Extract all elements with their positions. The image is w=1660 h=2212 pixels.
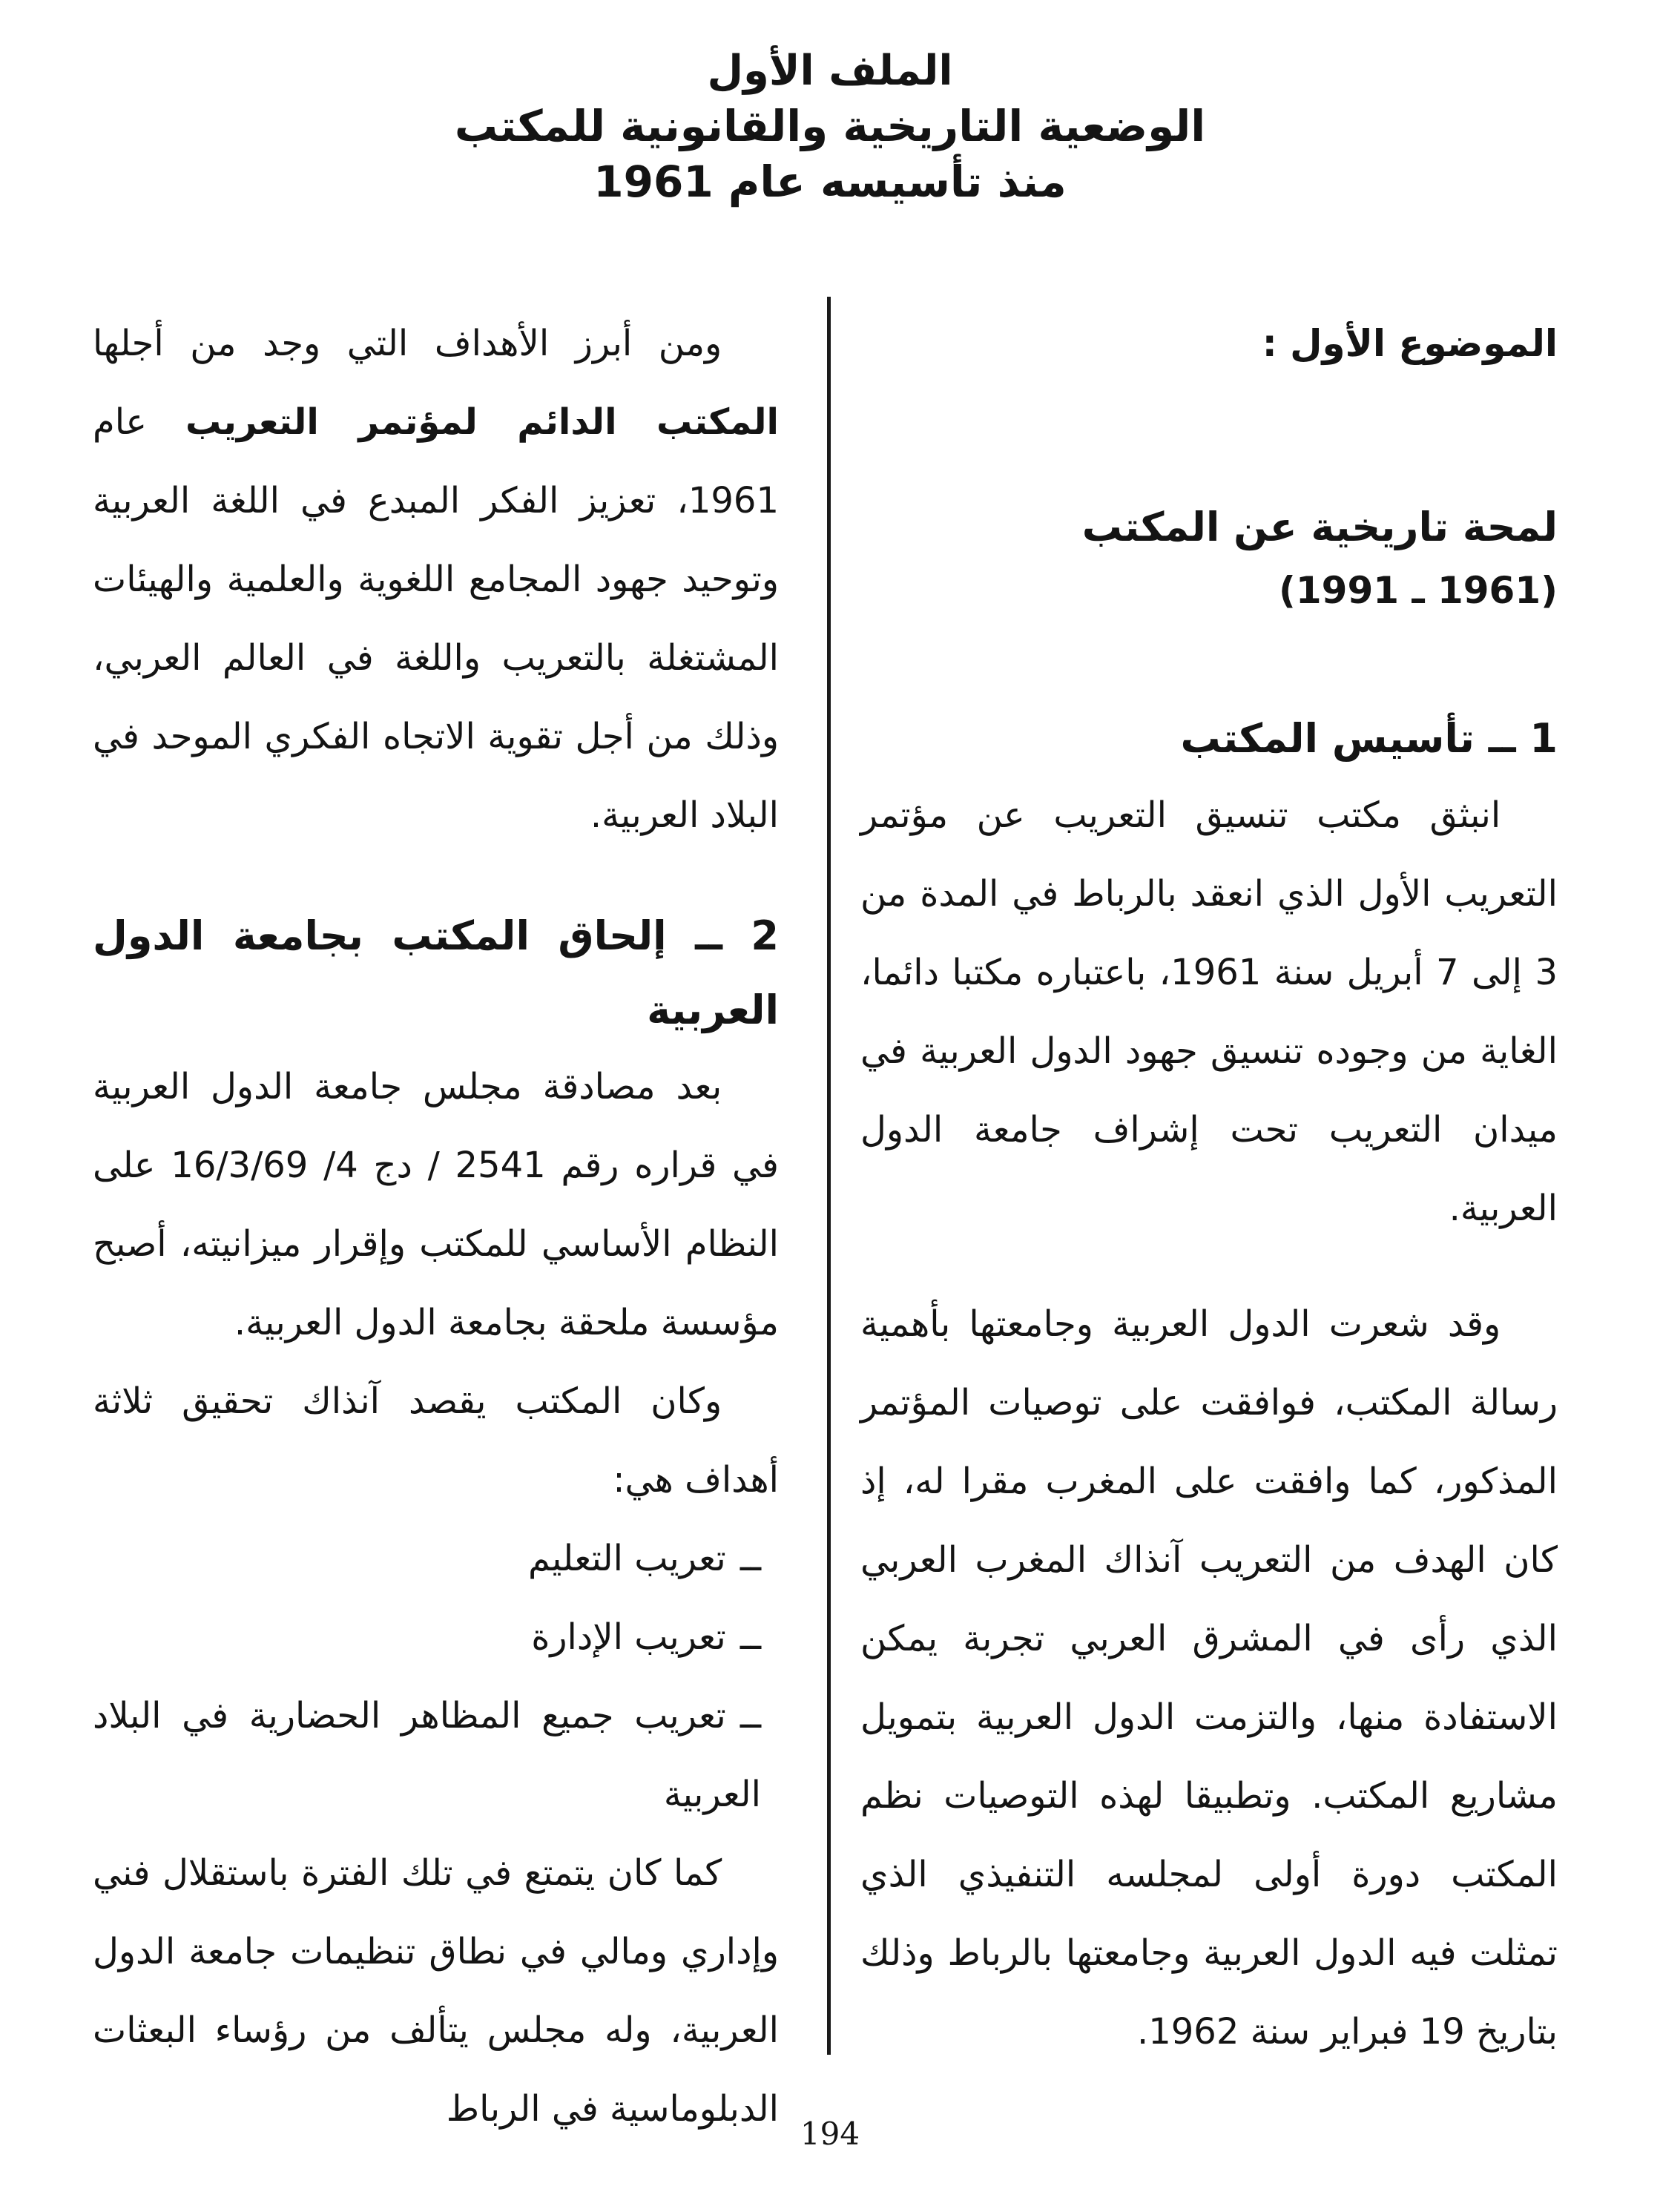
paragraph-goals [93, 304, 779, 855]
list-item [93, 1676, 779, 1834]
list-item-text: تعريب جميع المظاهر الحضارية في البلاد العربية [93, 1695, 761, 1815]
page-header [0, 45, 1660, 211]
paragraph-arab-league-2: وكان المكتب يقصد آنذاك تحقيق ثلاثة أهداف هي: [93, 1380, 779, 1501]
paragraph-gap [860, 1248, 1558, 1285]
right-column [860, 304, 1558, 2071]
section-label: الموضوع الأول : [1262, 322, 1558, 365]
list-dash: ــ [740, 1538, 761, 1579]
section-subtitle: لمحة تاريخية عن المكتب [1081, 504, 1558, 550]
list-item-text: تعريب الإدارة [531, 1616, 726, 1658]
goals-text-start: ومن أبرز الأهداف التي وجد من أجلها [93, 323, 722, 364]
goals-text-end: عام 1961، تعزيز الفكر المبدع في اللغة العربية وتوحيد جهود المجامع اللغوية والعلمية والهيئات المشتغلة بالتعريب واللغة في العالم العربي، وذلك من أجل تقوية الاتجاه الفكري الموحد في البلاد العربية. [93, 401, 779, 836]
page-number: 194 [800, 2116, 860, 2152]
list-item [93, 1598, 779, 1676]
column-divider [827, 297, 831, 2055]
paragraph-founding-2: وقد شعرت الدول العربية وجامعتها بأهمية رسالة المكتب، فوافقت على توصيات المؤتمر المذكور، كما وافقت على المغرب مقرا له، إذ كان الهدف من التعريب آنذاك المغرب العربي الذي رأى في المشرق العربي تجربة يمكن الاستفادة منها، والتزمت الدول العربية بتمويل مشاريع المكتب. وتطبيقا لهذه التوصيات نظم المكتب دورة أولى لمجلسه التنفيذي الذي تمثلت فيه الدول العربية وجامعتها بالرباط وذلك بتاريخ 19 فبراير سنة 1962. [860, 1303, 1558, 2053]
list-item-text: تعريب التعليم [528, 1538, 726, 1579]
list-item [93, 1519, 779, 1598]
paragraph-founding-1: انبثق مكتب تنسيق التعريب عن مؤتمر التعريب الأول الذي انعقد بالرباط في المدة من 3 إلى 7 أبريل سنة 1961، باعتباره مكتبا دائما، الغاية من وجوده تنسيق جهود الدول العربية في ميدان التعريب تحت إشراف جامعة الدول العربية. [860, 794, 1558, 1229]
heading-founding: 1 ــ تأسيس المكتب [1180, 715, 1558, 762]
list-dash: ــ [740, 1616, 761, 1658]
left-column [93, 304, 779, 2148]
file-subtitle-date: منذ تأسيسه عام 1961 [593, 157, 1067, 208]
list-dash: ــ [740, 1695, 761, 1737]
paragraph-arab-league-1: بعد مصادقة مجلس جامعة الدول العربية في قراره رقم 2541 / دج 4/ 16/3/69 على النظام الأساسي للمكتب وإقرار ميزانيته، أصبح مؤسسة ملحقة بجامعة الدول العربية. [93, 1066, 779, 1343]
section-subtitle-dates: (1961 ـ 1991) [1279, 569, 1558, 612]
goals-text-bold: المكتب الدائم لمؤتمر التعريب [185, 401, 779, 443]
heading-arab-league: 2 ــ إلحاق المكتب بجامعة الدول العربية [93, 912, 779, 1033]
paragraph-arab-league-3: كما كان يتمتع في تلك الفترة باستقلال فني وإداري ومالي في نطاق تنظيمات جامعة الدول العربية، وله مجلس يتألف من رؤساء البعثات الدبلوماسية في الرباط [93, 1852, 779, 2130]
file-subtitle: الوضعية التاريخية والقانونية للمكتب [454, 100, 1206, 151]
file-title: الملف الأول [707, 47, 953, 95]
